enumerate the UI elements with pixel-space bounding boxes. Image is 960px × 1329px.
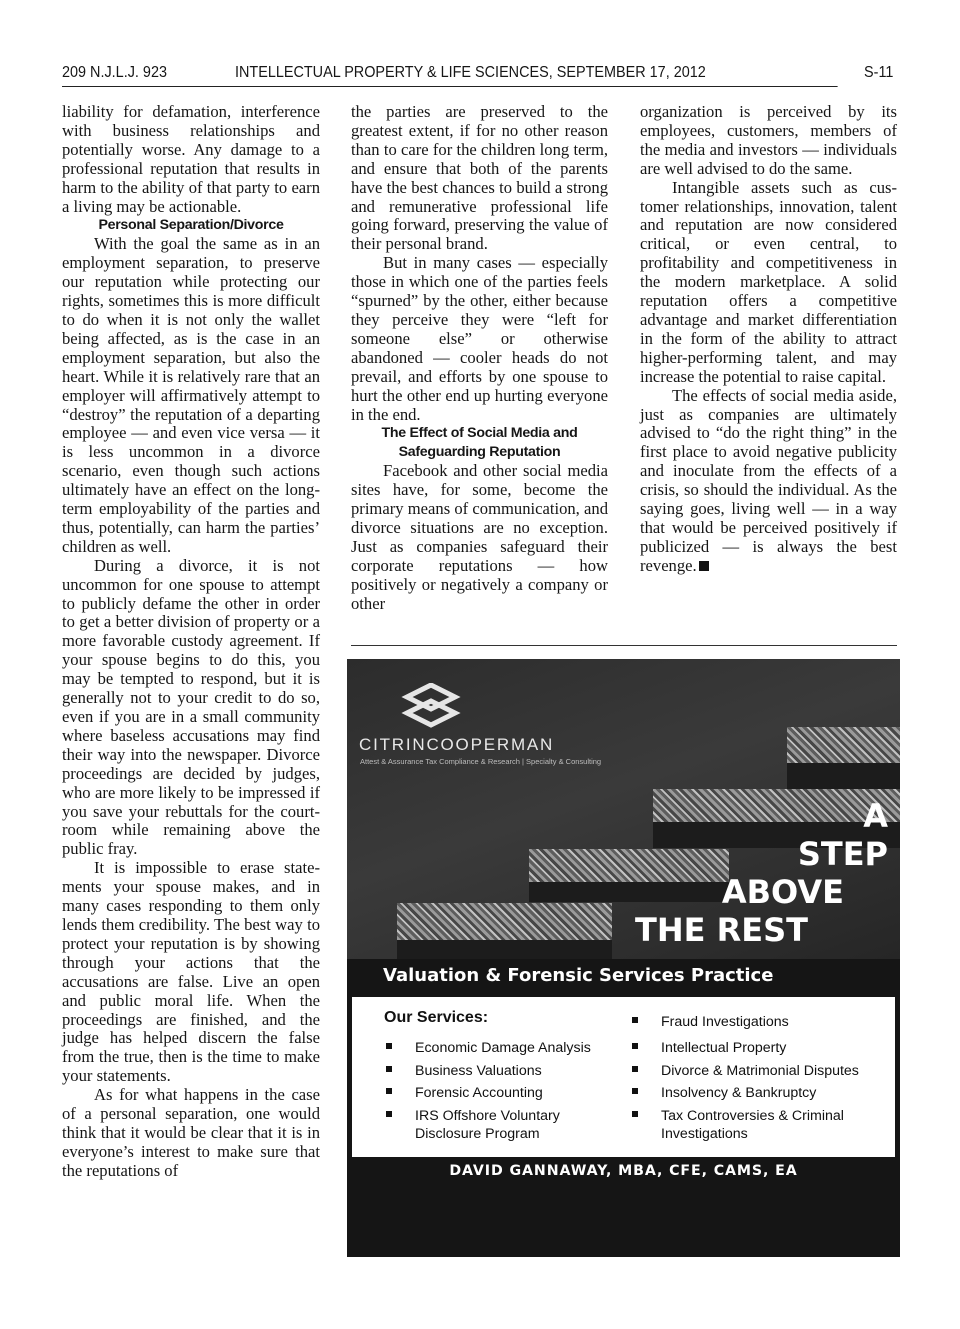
ad-headline (635, 797, 888, 949)
paragraph: liability for defamation, interference with business relationships and potentially worse. Any damage to a professional reputation that results in harm to the ability of that party to earn a living may be actionable. (62, 102, 320, 216)
paragraph: As for what happens in the case of a personal separation, one would think that it would be clear that it is in everyone’s interest to make sure that the reputations of (62, 1085, 320, 1180)
company-tagline: Attest & Assurance Tax Compliance & Research | Specialty & Consulting (360, 757, 602, 766)
service-item: Forensic Accounting (384, 1084, 624, 1102)
paragraph: the parties are preserved to the greatest extent, if for no other reason than to care for the children long term, and ensure that both of the parents have the best chances to build a strong and remunerative professional life going forward, preserving the value of their personal brand. (351, 102, 608, 254)
headline-line: A (863, 797, 888, 835)
stair-riser (397, 940, 612, 959)
service-item: Business Valuations (384, 1062, 624, 1080)
paragraph: Facebook and other social media sites have, for some, become the primary means of communication, and divorce situations are no exception. Just as companies safeguard their corporate reputations — how positively or negatively a company or other (351, 461, 608, 613)
headline-line: ABOVE (721, 873, 844, 911)
service-item: Divorce & Matrimonial Disputes (630, 1062, 890, 1080)
service-item: Tax Controversies & Criminal Investigations (630, 1107, 890, 1143)
page-header (62, 62, 894, 87)
service-item: Insolvency & Bankruptcy (630, 1084, 890, 1102)
journal-citation: 209 N.J.L.J. 923 (62, 64, 167, 81)
paragraph: During a divorce, it is not uncommon for one spouse to attempt to publicly defame the other in order to get a better division of property or a more favorable custody agreement. If your spouse begins to do this, you may be tempted to respond, but it is generally not to your credit to do so, even if you are in a small community where baseless accusations may find their way into the newspaper. Divorce proceedings are decided by judges, who are more likely to be impressed if you save your rebuttals for the courtroom while remaining above the public fray. (62, 555, 320, 859)
services-list-right (630, 1013, 890, 1147)
headline-line: THE REST (635, 911, 808, 949)
headline-line: STEP (797, 835, 888, 873)
paragraph: organization is perceived by its employees, customers, members of the media and investors — individuals are well advised to do the same. (640, 102, 897, 178)
end-mark-icon (699, 561, 709, 571)
company-name: CITRINCOOPERMAN (359, 735, 555, 754)
page-number: S-11 (864, 64, 894, 81)
stair-riser (787, 763, 900, 789)
services-title: Our Services: (384, 1009, 489, 1026)
subheading-personal-separation: Personal Separation/Divorce (98, 217, 284, 234)
subheading-line-1: The Effect of Social Media and (381, 425, 578, 442)
service-item: Economic Damage Analysis (384, 1039, 624, 1057)
services-list-left (384, 1039, 624, 1147)
service-item: Fraud Investigations (630, 1013, 890, 1031)
stair-step (397, 903, 612, 940)
contact-name: DAVID GANNAWAY, MBA, CFE, CAMS, EA (449, 1163, 798, 1179)
paragraph: With the goal the same as in an employment separation, to preserve our reputation while protecting our rights, sometimes this is more difficult to do when it is not only the wallet being affected, as is the case in an employment separation, but also the heart. While it is relatively rare that an employer will affirmatively attempt to “destroy” the reputation of a departing employee — and even vice versa — it is less uncommon in a divorce scenario, even though such actions ultimately have an effect on the long-term employability of the parties and thus, potentially, can harm the parties’ children as well. (62, 234, 320, 556)
service-item: IRS Offshore Voluntary Disclosure Program (384, 1107, 624, 1143)
paragraph: Intangible assets such as customer relationships, innovation, talent and reputation are now considered critical, or even central, to profitability and competitiveness in the modern marketplace. A solid reputation offers a competitive advantage and market differentiation in the form of the ability to attract higher-performing talent, and may increase the potential to raise capital. (640, 177, 897, 386)
paragraph: But in many cases — especially those in which one of the parties feels “spurned” by the other, either because they perceive they were “left for someone else” or otherwise abandoned — cooler heads do not prevail, and efforts by one spouse to hurt the other end up hurting everyone in the end. (351, 253, 608, 424)
subheading-social-media (351, 424, 608, 462)
services-box (352, 997, 895, 1157)
stair-step (787, 727, 900, 763)
advertisement[interactable] (347, 659, 900, 1257)
article-column-3 (640, 103, 897, 576)
citrincooperman-logo-icon (401, 683, 461, 729)
publication-title: INTELLECTUAL PROPERTY & LIFE SCIENCES, SEPTEMBER 17, 2012 (234, 64, 706, 81)
article-column-1 (62, 103, 320, 1181)
divider-rule (351, 645, 897, 646)
article-column-2 (351, 103, 608, 613)
subheading-line-2: Safeguarding Reputation (398, 444, 561, 461)
practice-name: Valuation & Forensic Services Practice (383, 965, 774, 986)
paragraph-final (640, 387, 897, 576)
paragraph: It is impossible to erase statements your spouse makes, and in many cases responding to them only lends them credibility. The best way to protect your reputation is by showing through your actions that the accusations are false. Live an open and public moral life. When the proceedings are finished, and the judge has helped discern the false from the true, then is the time to make your statements. (62, 858, 320, 1086)
paragraph-text: The effects of social media aside, just as companies are ultimately advised to “do the right thing” in the first place to avoid negative publicity and inoculate from the effects of a crisis, so should the individual. As the saying goes, living well — in a way that would be perceived positively if publicized — is always the best revenge. (640, 385, 897, 575)
service-item: Intellectual Property (630, 1039, 890, 1057)
